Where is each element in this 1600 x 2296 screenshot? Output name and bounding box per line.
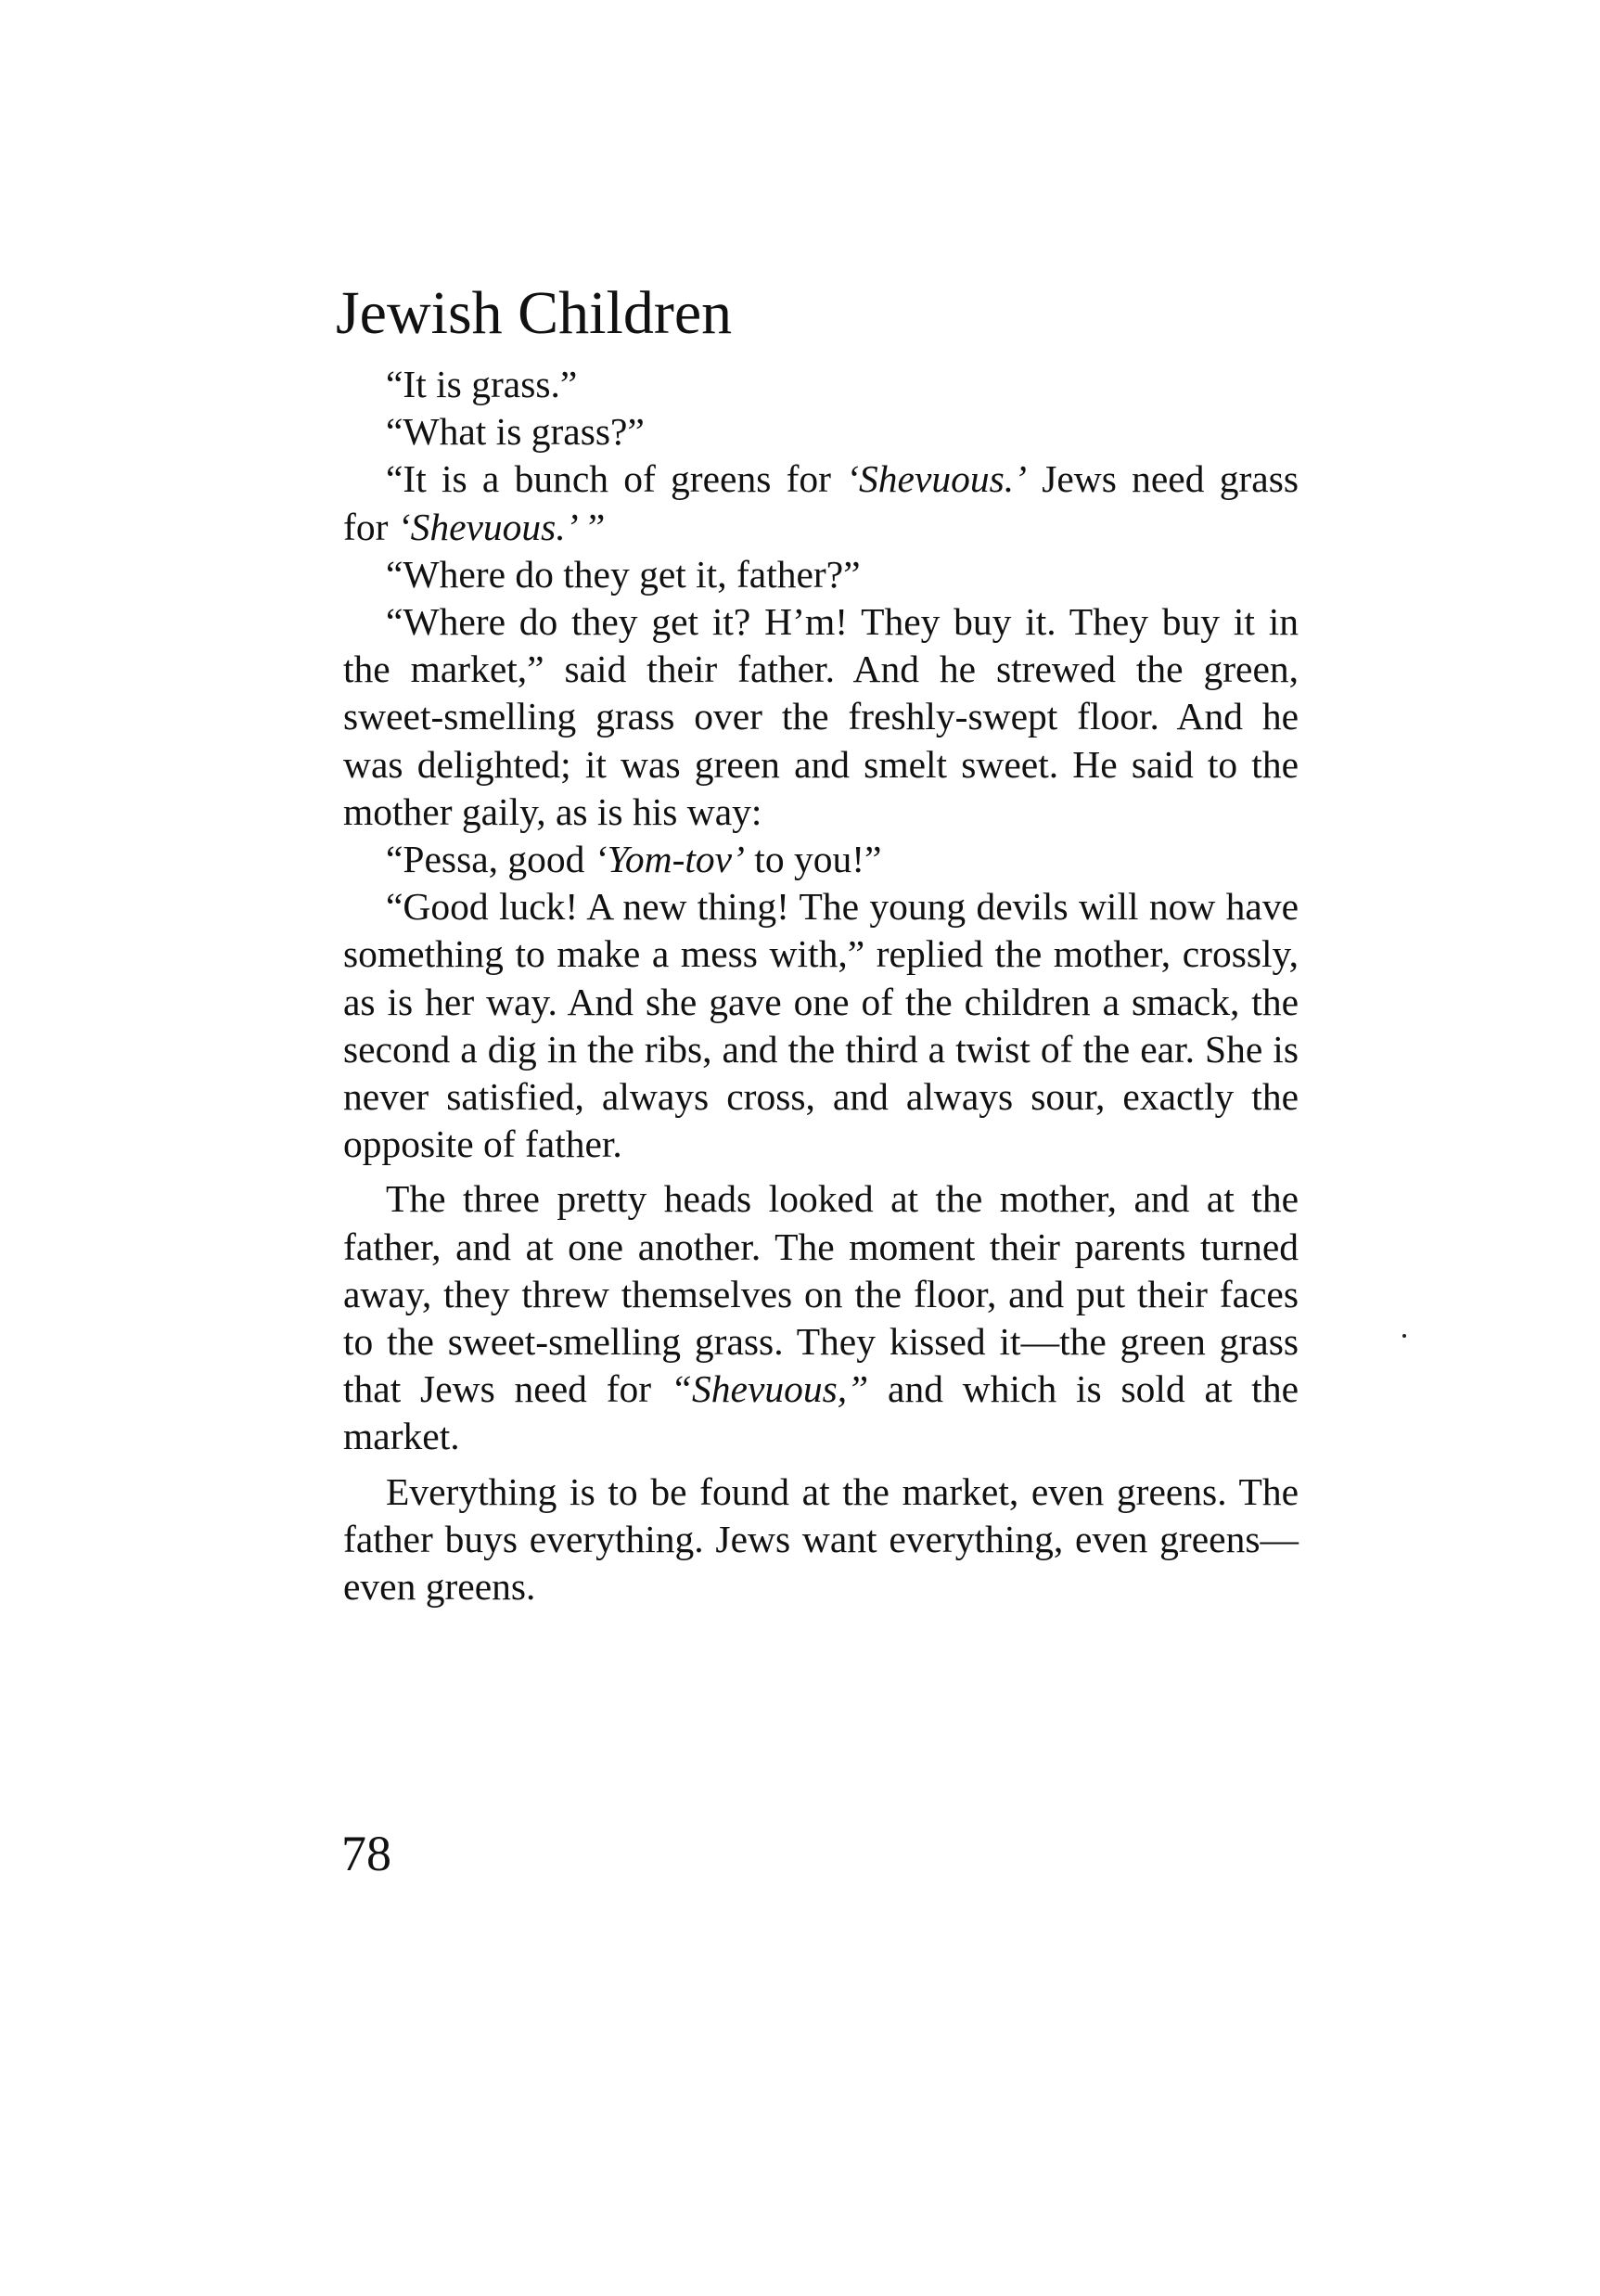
text-run: and which is sold at the market. — [343, 1367, 1299, 1458]
text-run: “It is grass.” — [386, 363, 578, 405]
paragraph — [343, 551, 1299, 598]
paragraph — [343, 361, 1299, 408]
text-run: ” — [578, 505, 606, 548]
italic-text: ‘Yom-tov’ — [594, 838, 745, 881]
paragraph — [343, 1175, 1299, 1460]
paragraph — [343, 598, 1299, 836]
text-run: “Good luck! A new thing! The young devils will now have something to make a mess with,” replied the mother, crossly, as is her way. And she gave one of the children a smack, the second a dig in the ribs, and the third a twist of the ear. She is never satisfied, always cross, and always sour, exactly the opposite of father. — [343, 885, 1299, 1166]
italic-text: ‘Shevuous.’ — [846, 457, 1027, 501]
text-run: “Where do they get it, father?” — [386, 552, 861, 596]
text-run: “It is a bunch of greens for — [386, 457, 847, 501]
text-run: “Pessa, good — [386, 838, 595, 881]
text-run: “Where do they get it? H’m! They buy it. They buy it in the market,” said their father. And he strewed the green, sweet-smelling grass over the freshly-swept floor. And he was delighted; it was green and smelt sweet. He said to the mother gaily, as is his way: — [343, 600, 1299, 833]
paragraph — [343, 1469, 1299, 1611]
text-run: The three pretty heads looked at the mother, and at the father, and at one another. The moment their parents turned away, they threw themselves on the floor, and put their faces to the sweet-smelling grass. They kissed it—the green grass that Jews need for — [343, 1177, 1299, 1411]
text-run: “What is grass?” — [386, 410, 645, 454]
text-run: Everything is to be found at the market, even greens. The father buys everything. Jews want everything, even greens—even greens. — [343, 1469, 1299, 1609]
paragraph — [343, 883, 1299, 1168]
italic-text: “Shevuous,” — [670, 1367, 869, 1411]
italic-text: ‘Shevuous.’ — [397, 505, 579, 548]
page-number: 78 — [341, 1826, 391, 1881]
text-run: Jews need grass for — [343, 457, 1299, 548]
print-speck — [1402, 1334, 1406, 1338]
text-run: to you!” — [744, 838, 882, 881]
paragraph — [343, 836, 1299, 883]
body-text — [343, 361, 1299, 1610]
running-head: Jewish Children — [336, 279, 733, 347]
paragraph — [343, 455, 1299, 550]
paragraph — [343, 408, 1299, 455]
